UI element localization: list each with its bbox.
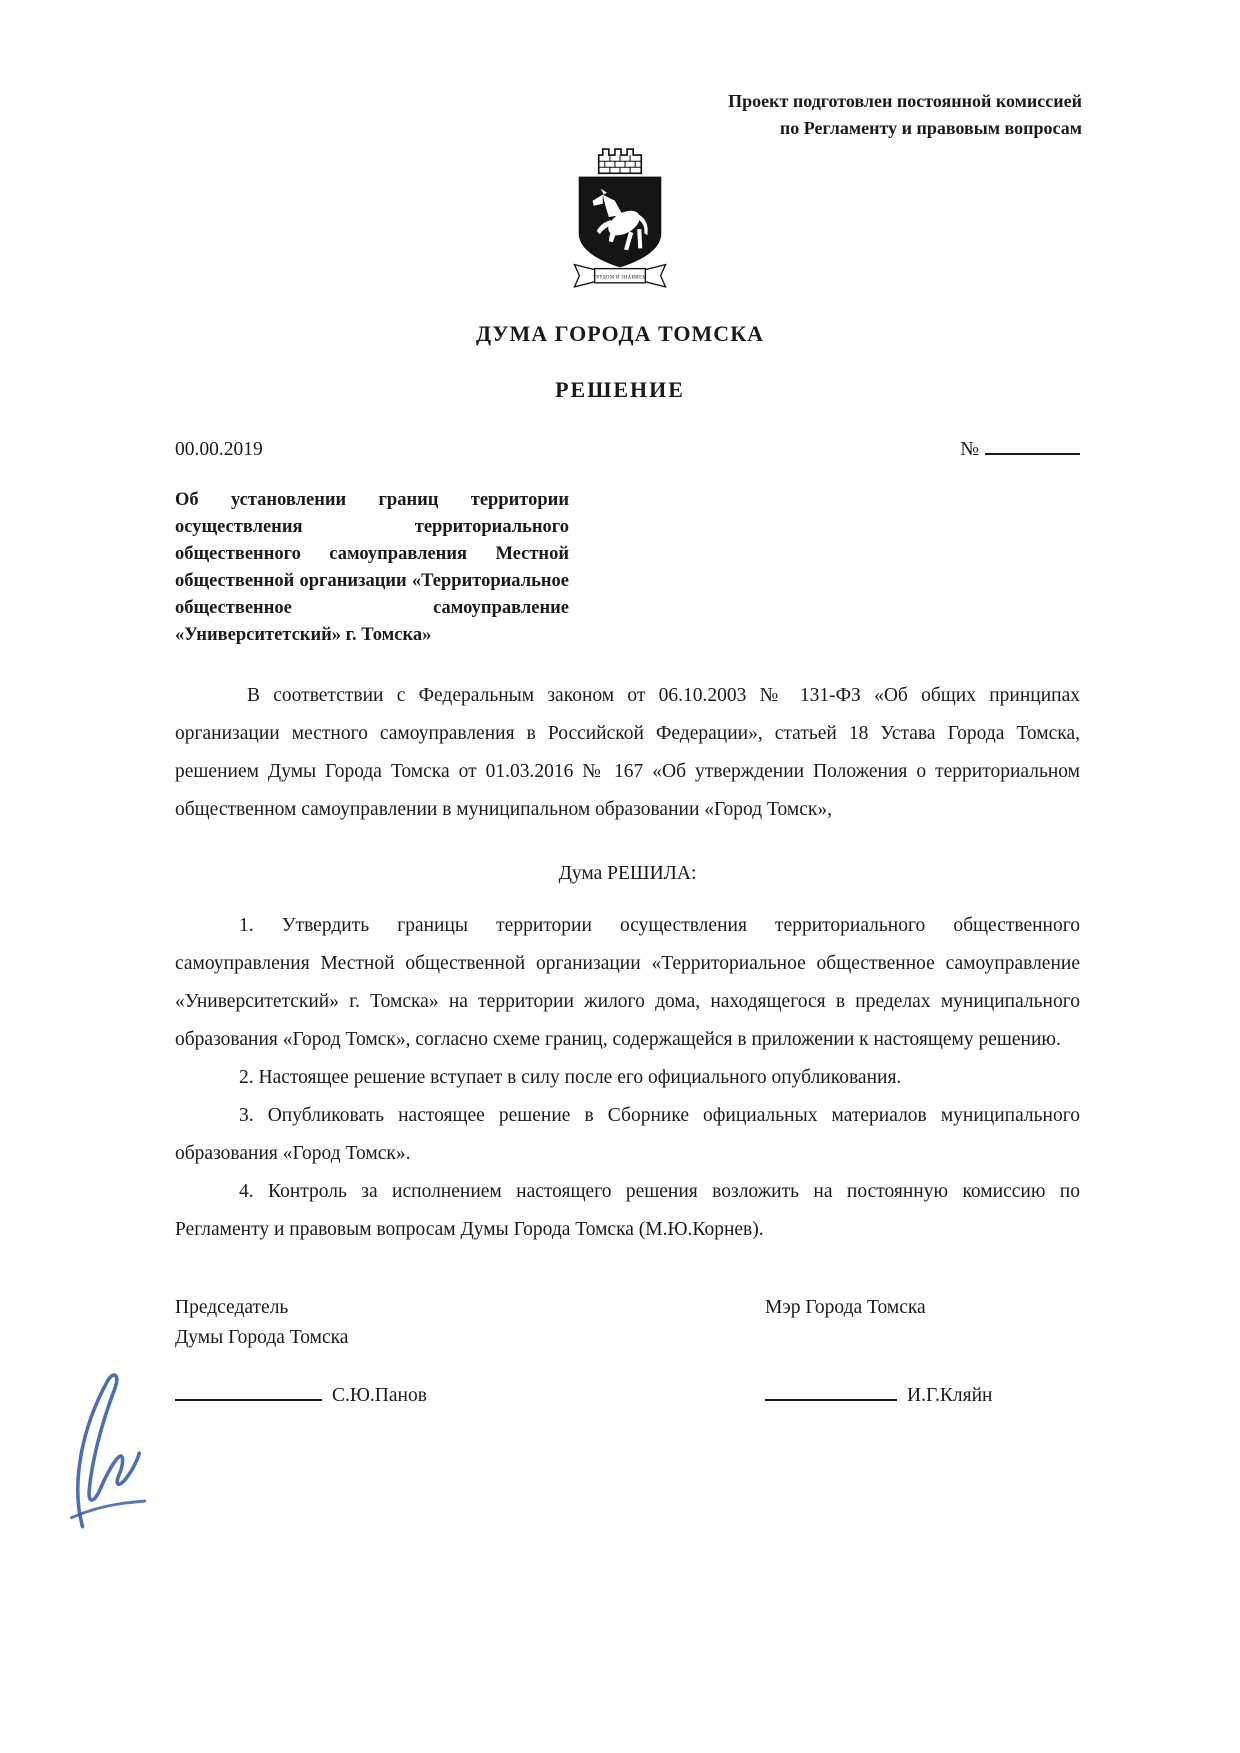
- signature-left-title: [175, 1293, 348, 1353]
- signature-left-name: С.Ю.Панов: [332, 1385, 427, 1406]
- resolved-heading: Дума РЕШИЛА:: [558, 863, 697, 884]
- doc-date: 00.00.2019: [175, 439, 263, 460]
- signature-right-title: Мэр Города Томска: [765, 1297, 926, 1318]
- signature-right-name: И.Г.Кляйн: [907, 1385, 993, 1406]
- signature-right-name-block: [765, 1381, 1080, 1411]
- prepared-by-note: [0, 88, 1082, 142]
- resolution-items: [175, 907, 1080, 1249]
- resolution-item-3: 3. Опубликовать настоящее решение в Сборнике официальных материалов муниципального образования «Город Томск».: [175, 1105, 1080, 1164]
- doc-number: [960, 439, 1080, 461]
- doc-subject: Об установлении границ территории осуществления территориального общественного самоуправления Местной общественной организации «Территориальное общественное самоуправление «Университетский» г. Томска»: [175, 490, 569, 645]
- handwritten-signature-icon: [48, 1362, 166, 1540]
- prepared-by-line1: Проект подготовлен постоянной комиссией: [728, 91, 1082, 111]
- resolution-item-2: 2. Настоящее решение вступает в силу после его официального опубликования.: [239, 1067, 902, 1088]
- signature-right-blank-line: [765, 1387, 897, 1401]
- org-title: ДУМА ГОРОДА ТОМСКА: [475, 321, 765, 346]
- preamble-paragraph: В соответствии с Федеральным законом от 06.10.2003 № 131-ФЗ «Об общих принципах организации местного самоуправления в Российской Федерации», статьей 18 Устава Города Томска, решением Думы Города Томска от 01.03.2016 № 167 «Об утверждении Положения о территориальном общественном самоуправлении в муниципальном образовании «Город Томск»,: [175, 685, 1080, 820]
- doc-type-title: РЕШЕНИЕ: [555, 377, 685, 402]
- emblem-motto: ТРУДОМ И ЗНАНИЕМ: [593, 275, 647, 281]
- doc-number-blank-line: [985, 441, 1080, 455]
- prepared-by-line2: по Регламенту и правовым вопросам: [779, 118, 1082, 138]
- resolution-item-4: 4. Контроль за исполнением настоящего решения возложить на постоянную комиссию по Регламенту и правовым вопросам Думы Города Томска (М.Ю.Корнев).: [175, 1181, 1080, 1240]
- meta-row: [175, 439, 1080, 461]
- doc-number-label: №: [960, 439, 979, 460]
- tomsk-coat-of-arms-icon: [554, 146, 686, 296]
- signature-left-title-line1: Председатель: [175, 1297, 289, 1318]
- emblem-wrap: [0, 146, 1240, 301]
- resolution-item-1: 1. Утвердить границы территории осуществления территориального общественного самоуправления Местной общественной организации «Территориальное общественное самоуправление «Университетский» г. Томска» на территории жилого дома, находящегося в пределах муниципального образования «Город Томск», согласно схеме границ, содержащейся в приложении к настоящему решению.: [175, 915, 1080, 1050]
- signature-left-blank-line: [175, 1387, 322, 1401]
- signature-names-row: [175, 1381, 1080, 1411]
- doc-body: [175, 677, 1080, 1249]
- signature-left-name-block: [175, 1381, 427, 1411]
- signature-titles-row: [175, 1293, 1080, 1353]
- signature-left-title-line2: Думы Города Томска: [175, 1327, 349, 1348]
